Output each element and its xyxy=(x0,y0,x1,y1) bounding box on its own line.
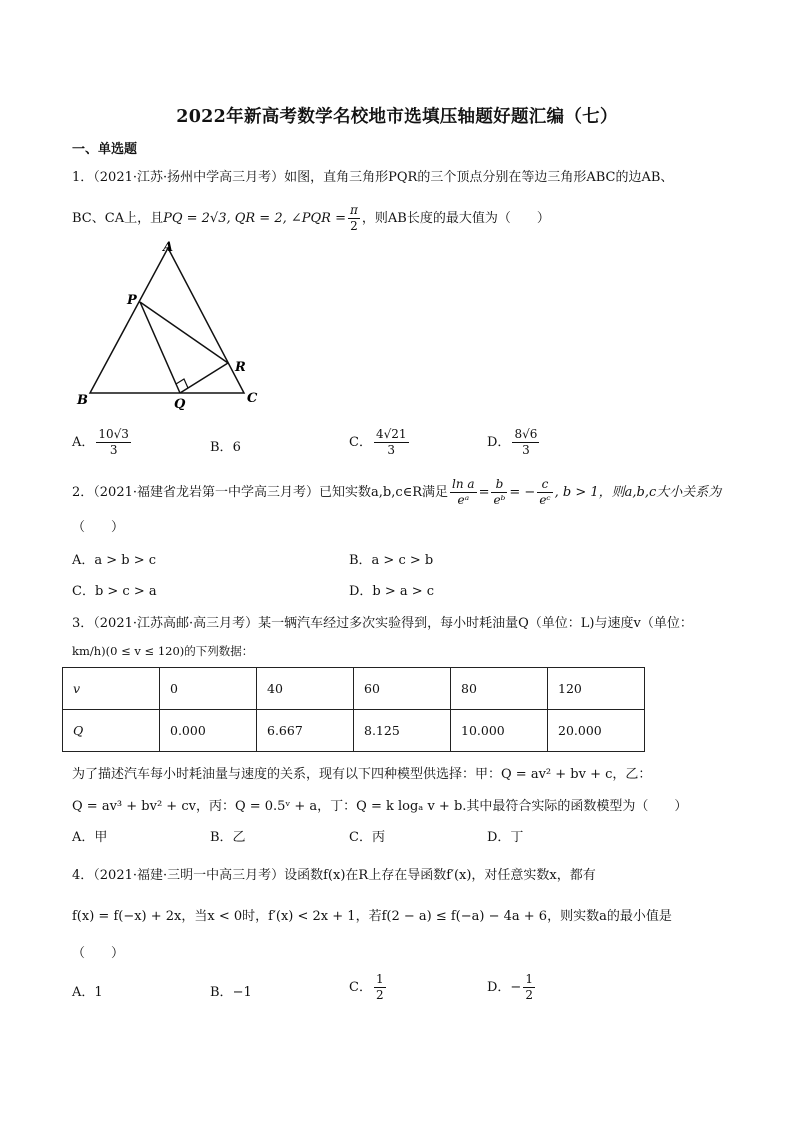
q3-stem-line3: 为了描述汽车每小时耗油量与速度的关系，现有以下四种模型供选择：甲：Q = av² + bv + c，乙： xyxy=(72,767,652,782)
q2-option-b[interactable]: B．a > c > b xyxy=(349,553,434,568)
label-b: B xyxy=(77,393,88,408)
q3-option-c[interactable]: C．丙 xyxy=(349,830,385,845)
q3-stem-line1: 3．（2021·江苏高邮·高三月考）某一辆汽车经过多次实验得到，每小时耗油量Q（单位：L)与速度v（单位： xyxy=(72,616,693,631)
page-title: 2022年新高考数学名校地市选填压轴题好题汇编（七） xyxy=(176,107,618,127)
q1-stem-line1: 1．（2021·江苏·扬州中学高三月考）如图，直角三角形PQR的三个顶点分别在等边三角形ABC的边AB、 xyxy=(72,170,674,185)
q3-option-b[interactable]: B．乙 xyxy=(210,830,246,845)
q2-option-a[interactable]: A．a > b > c xyxy=(72,553,157,568)
q4-stem-line2: f(x) = f(−x) + 2x，当x < 0时，f′(x) < 2x + 1，若f(2 − a) ≤ f(−a) − 4a + 6，则实数a的最小值是 xyxy=(72,909,672,924)
q1-option-b[interactable]: B．6 xyxy=(210,440,241,455)
q2-option-c[interactable]: C．b > c > a xyxy=(72,584,157,599)
table-row-q: Q 0.000 6.667 8.125 10.000 20.000 xyxy=(63,710,645,752)
q4-option-a[interactable]: A．1 xyxy=(72,985,103,1000)
q1-option-a[interactable]: A． $\frac{10√3}{3}$ xyxy=(72,427,129,457)
label-p: P xyxy=(127,293,137,308)
label-c: C xyxy=(247,391,258,406)
q2-answer-paren: （ ） xyxy=(72,520,125,535)
q1-condition: PQ = 2√3, QR = 2, ∠PQR = xyxy=(163,211,346,226)
q1-stem-line2a: BC、CA上，且 xyxy=(72,211,164,226)
q4-stem-line1: 4．（2021·福建·三明一中高三月考）设函数f(x)在R上存在导函数f′(x)，对任意实数x，都有 xyxy=(72,868,596,883)
q2-frac-2: $\frac{b}{\text{eᵇ}}$ xyxy=(493,477,506,507)
q1-option-d[interactable]: D． $\frac{8√6}{3}$ xyxy=(487,427,538,457)
label-r: R xyxy=(235,360,246,375)
q1-stem-line2 xyxy=(72,203,550,234)
q2-frac-1: $\frac{\text{ln a}}{\text{eᵃ}}$ xyxy=(452,477,475,507)
q1-option-c[interactable]: C． $\frac{4√21}{3}$ xyxy=(349,427,407,457)
q4-option-c[interactable]: C． $\frac{1}{2}$ xyxy=(349,972,384,1002)
q3-stem-line2: km/h)(0 ≤ v ≤ 120)的下列数据： xyxy=(72,644,254,658)
q4-option-b[interactable]: B．−1 xyxy=(210,985,252,1000)
label-q: Q xyxy=(174,397,186,410)
q1-triangle-figure xyxy=(70,240,270,410)
q1-angle-fraction: $\frac{\pi}{2}$ xyxy=(349,203,358,233)
q2-frac-3: $\frac{c}{\text{eᶜ}}$ xyxy=(539,477,551,507)
q4-answer-paren: （ ） xyxy=(72,946,125,961)
q2-stem-line1: 2．（2021·福建省龙岩第一中学高三月考）已知实数a,b,c∈R满足 $\frac{\text{ln a}}{\text{eᵃ}}$ = $\frac{b}{\text{eᵇ}}$ = − $\frac{c}{\text{eᶜ}}$ , b > 1，则a,b,c大小关系为 xyxy=(72,477,722,507)
table-row-v: v 0 40 60 80 120 xyxy=(63,668,645,710)
segment-qr xyxy=(180,363,228,393)
q3-data-table xyxy=(62,667,645,752)
q4-option-d[interactable]: D．− $\frac{1}{2}$ xyxy=(487,972,533,1002)
q3-stem-line4: Q = av³ + bv² + cv，丙：Q = 0.5ᵛ + a，丁：Q = k logₐ v + b.其中最符合实际的函数模型为（ ） xyxy=(72,799,688,814)
q2-option-d[interactable]: D．b > a > c xyxy=(349,584,435,599)
section-heading: 一、单选题 xyxy=(72,142,138,157)
label-a: A xyxy=(163,240,174,255)
q3-option-d[interactable]: D．丁 xyxy=(487,830,524,845)
q1-stem-line2b: ，则AB长度的最大值为（ ） xyxy=(361,211,550,226)
q3-option-a[interactable]: A．甲 xyxy=(72,830,108,845)
